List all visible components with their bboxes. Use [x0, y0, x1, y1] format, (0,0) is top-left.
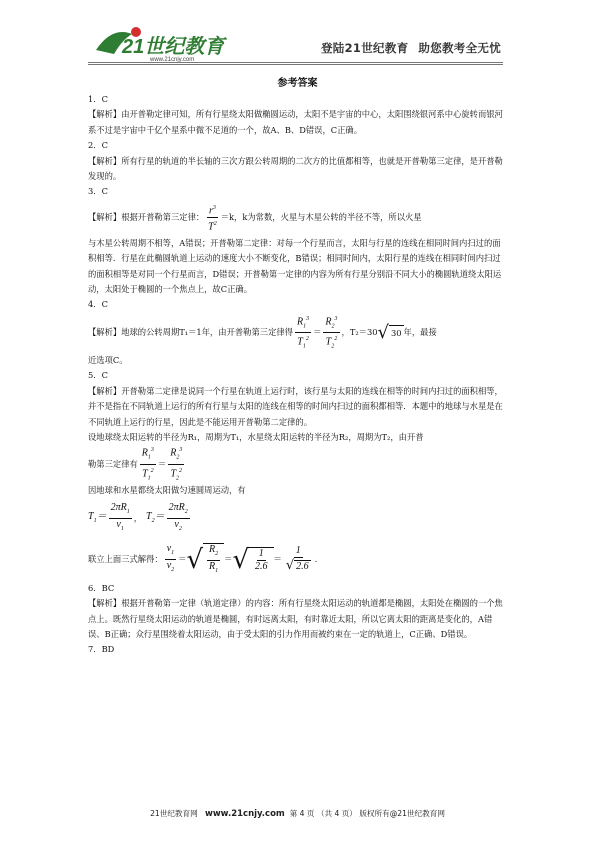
- q4-mid: ，T₂＝30: [341, 327, 378, 338]
- q5-t2-frac: $\frac{2\pi R_2}{v_2}$: [168, 502, 188, 533]
- q2-analysis: 【解析】所有行星的轨道的半长轴的三次方跟公转周期的二次方的比值都相等，也就是开普勒第三定律，是开普勒发现的。: [88, 155, 503, 182]
- q5-solve-line: 联立上面三式解得： $\frac{v_1}{v_2}$ ＝ √ $\frac{R_2}{R_1}$ ＝ √ $\frac{1}{2.6}$ ＝ 1 √ 2.6 .: [88, 543, 318, 575]
- q5-period-line: $T_1=$ $\frac{2\pi R_1}{v_1}$ ， $T_2=$ $\frac{2\pi R_2}{v_2}$: [88, 499, 503, 539]
- logo-url: www.21cnjy.com: [150, 57, 195, 62]
- answer-content: [88, 92, 503, 658]
- q5-kepler-line: 勒第三定律有 $\frac{R_1^3}{T_1^2}$ ＝ $\frac{R_2^3}{T_2^2}$: [88, 445, 503, 483]
- page-footer: [0, 808, 595, 819]
- q5-setup: 设地球绕太阳运转的半径为R₁，周期为T₁，水星绕太阳运转的半径为R₂，周期为T₂，由开普: [88, 431, 424, 442]
- q4-post: 年，最接: [403, 327, 437, 338]
- q4-fraction-right: $\frac{R_2^3}{T_2^2}$: [323, 313, 339, 353]
- header-rule-thin: [88, 64, 503, 65]
- q3-number: 3．C: [88, 186, 108, 197]
- q5-frac-2: $\frac{R_2^3}{T_2^2}$: [168, 444, 184, 484]
- q4-fraction-left: $\frac{R_1^3}{T_1^2}$: [295, 313, 311, 353]
- q3-fraction: $\frac{r^3}{T^2}$: [206, 202, 219, 234]
- footer-url[interactable]: www.21cnjy.com: [204, 809, 285, 819]
- q4-pre: 【解析】地球的公转周期T₁＝1年，由开普勒第三定律得: [88, 327, 293, 338]
- q1-number: 1．C: [88, 94, 108, 104]
- q5-final-frac: 1 √ 2.6: [285, 545, 309, 574]
- q5-sqrt-r: √ $\frac{R_2}{R_1}$: [186, 543, 224, 577]
- logo-text: 21世纪教育: [122, 36, 225, 58]
- q6-number: 6．BC: [88, 582, 115, 593]
- q3-analysis: 与木星公转周期不相等，A错误；开普勒第二定律：对每一个行星而言，太阳与行星的连线在相同时间内扫过的面积相等．行星在此椭圆轨道上运动的速度大小不断变化，B错误；相同时间内，太阳行星的连线在相同时间内扫过的面积相等是对同一个行星而言，D错误；开普勒第一定律的内容为所有行星分别沿不同大小的椭圆轨道绕太阳运动，太阳处于椭圆的一个焦点上，故C正确。: [88, 237, 502, 295]
- q4-formula-line: 【解析】地球的公转周期T₁＝1年，由开普勒第三定律得 $\frac{R_1^3}{T_1^2}$ ＝ $\frac{R_2^3}{T_2^2}$ ，T₂＝30 √ 30 年，最接: [88, 313, 503, 353]
- q3-post: ＝k，k为常数，火星与木星公转的半径不等，所以火星: [220, 212, 422, 223]
- q5-uniform: 因地球和水星都绕太阳做匀速圆周运动，有: [88, 485, 246, 496]
- q4-tail: 近选项C。: [88, 354, 128, 365]
- q5-solve-pre: 联立上面三式解得：: [88, 554, 163, 565]
- footer-page: 第 4 页 （共 4 页） 版权所有@21世纪教育网: [289, 809, 445, 818]
- q5-t1-frac: $\frac{2\pi R_1}{v_1}$: [110, 502, 130, 533]
- logo-graphic: [92, 20, 232, 62]
- q4-number: 4．C: [88, 299, 108, 310]
- footer-site: 21世纪教育网: [150, 809, 198, 818]
- q5-analysis: 【解析】开普勒第二定律是说同一个行星在轨道上运行时，该行星与太阳的连线在相等的时间内扫过的面积相等，并不是指在不同轨道上运行的所有行星与太阳的连线在相等的时间内扫过的面积都相等．本题中的地球与水星是在不同轨道上运行的行星，因此是不能运用开普勒第二定律的。: [88, 385, 503, 427]
- header-slogan: [321, 40, 501, 56]
- q7-number: 7．BD: [88, 644, 115, 655]
- q5-frac-1: $\frac{R_1^3}{T_1^2}$: [140, 444, 156, 484]
- page-title: 参考答案: [277, 78, 318, 89]
- header-rule: [88, 62, 503, 63]
- logo[interactable]: [92, 20, 232, 62]
- slogan-part1: 登陆21世纪教育: [320, 41, 409, 55]
- q3-pre: 【解析】根据开普勒第三定律：: [88, 212, 205, 223]
- q5-sqrt-26: √ $\frac{1}{2.6}$: [232, 547, 273, 573]
- q4-sqrt: √ 30: [377, 321, 402, 343]
- q6-analysis: 【解析】根据开普勒第一定律（轨道定律）的内容：所有行星绕太阳运动的轨道都是椭圆，太阳处在椭圆的一个焦点上。既然行星绕太阳运动的轨道是椭圆，有时远离太阳，有时靠近太阳，所以它离太阳的距离是变化的，A错误、B正确；众行星围绕着太阳运动，由于受太阳的引力作用而被约束在一定的轨道上，C正确、D错误。: [88, 598, 503, 639]
- q2-number: 2．C: [88, 140, 108, 151]
- q1-analysis: 【解析】由开普勒定律可知，所有行星绕太阳做椭圆运动，太阳不是宇宙的中心，太阳围绕银河系中心旋转而银河系不过是宇宙中千亿个星系中微不足道的一个，故A、B、D错误，C正确。: [88, 109, 503, 135]
- slogan-part2: 助您教考全无忧: [418, 41, 501, 55]
- q5-kepler-pre: 勒第三定律有: [88, 458, 138, 469]
- q3-formula-line: [88, 200, 503, 236]
- q5-v-frac: $\frac{v_1}{v_2}$: [166, 543, 175, 574]
- q5-number: 5．C: [88, 370, 108, 381]
